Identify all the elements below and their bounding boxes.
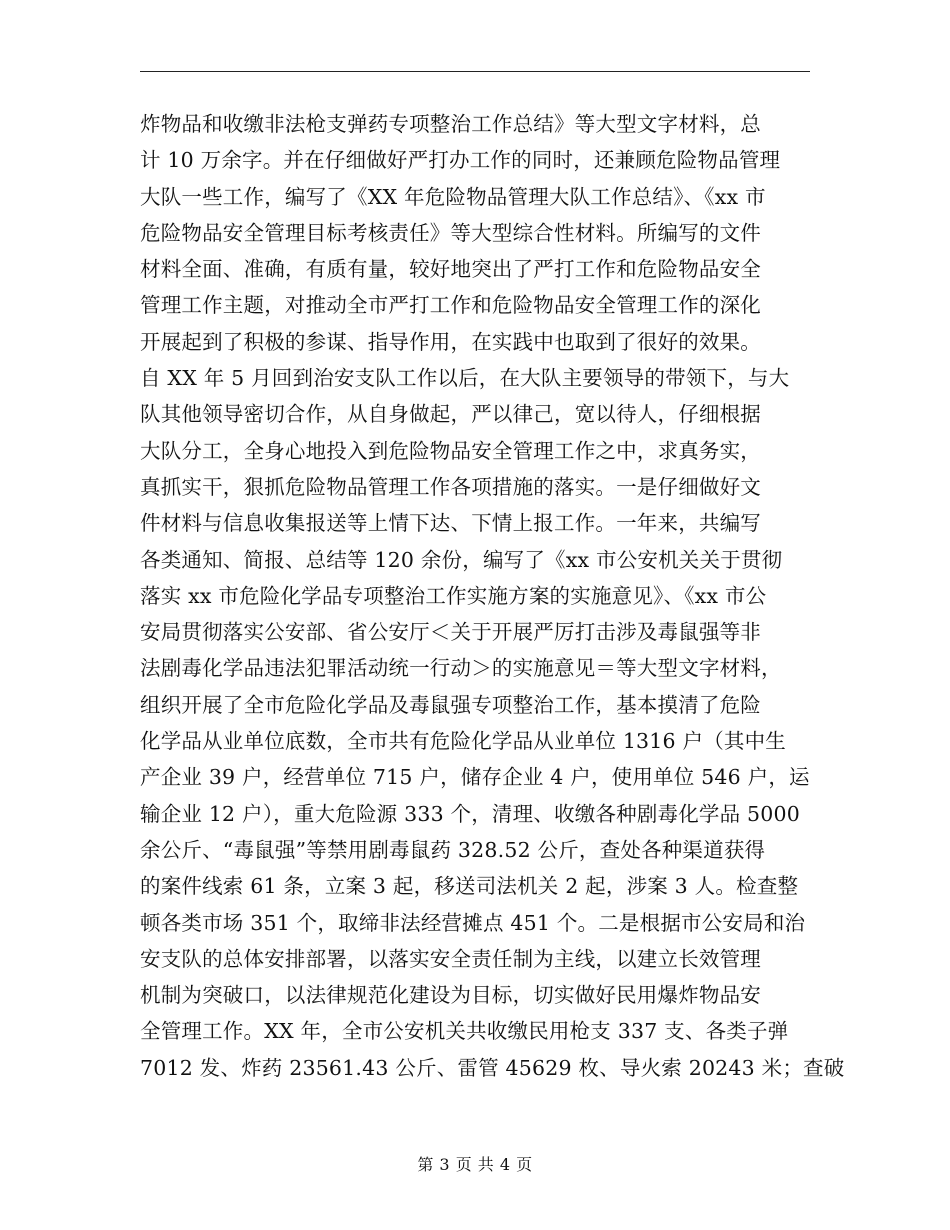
text-line: 产企业 39 户，经营单位 715 户，储存企业 4 户，使用单位 546 户，运 (140, 765, 810, 790)
text-line: 安局贯彻落实公安部、省公安厅＜关于开展严厉打击涉及毒鼠强等非 (140, 620, 761, 645)
text-line: 材料全面、准确，有质有量，较好地突出了严打工作和危险物品安全 (140, 257, 761, 282)
text-line: 安支队的总体安排部署，以落实安全责任制为主线，以建立长效管理 (140, 946, 761, 971)
text-line: 队其他领导密切合作，从自身做起，严以律己，宽以待人，仔细根据 (140, 402, 761, 427)
text-line: 大队一些工作，编写了《XX 年危险物品管理大队工作总结》、《xx 市 (140, 184, 766, 209)
text-line: 开展起到了积极的参谋、指导作用，在实践中也取到了很好的效果。 (140, 329, 761, 354)
header-rule (140, 71, 810, 72)
text-line: 余公斤、“毒鼠强”等禁用剧毒鼠药 328.52 公斤，查处各种渠道获得 (140, 837, 766, 862)
text-line: 全管理工作。XX 年，全市公安机关共收缴民用枪支 337 支、各类子弹 (140, 1019, 789, 1044)
text-line: 件材料与信息收集报送等上情下达、下情上报工作。一年来，共编写 (140, 511, 761, 536)
page-number-footer: 第 3 页 共 4 页 (417, 1155, 533, 1174)
text-line: 组织开展了全市危险化学品及毒鼠强专项整治工作，基本摸清了危险 (140, 692, 761, 717)
text-line: 顿各类市场 351 个，取缔非法经营摊点 451 个。二是根据市公安局和治 (140, 910, 806, 935)
text-line: 炸物品和收缴非法枪支弹药专项整治工作总结》等大型文字材料，总 (140, 112, 761, 136)
text-line: 计 10 万余字。并在仔细做好严打办工作的同时，还兼顾危险物品管理 (140, 148, 781, 173)
text-line: 化学品从业单位底数，全市共有危险化学品从业单位 1316 户（其中生 (140, 729, 787, 754)
text-line: 真抓实干，狠抓危险物品管理工作各项措施的落实。一是仔细做好文 (140, 474, 761, 499)
text-line: 大队分工，全身心地投入到危险物品安全管理工作之中，求真务实， (140, 438, 761, 463)
text-line: 法剧毒化学品违法犯罪活动统一行动＞的实施意见＝等大型文字材料， (140, 656, 782, 681)
text-line: 管理工作主题，对推动全市严打工作和危险物品安全管理工作的深化 (140, 293, 761, 318)
text-line: 的案件线索 61 条，立案 3 起，移送司法机关 2 起，涉案 3 人。检查整 (140, 874, 799, 899)
text-line: 机制为突破口，以法律规范化建设为目标，切实做好民用爆炸物品安 (140, 983, 761, 1008)
text-line: 各类通知、简报、总结等 120 余份，编写了《xx 市公安机关关于贯彻 (140, 547, 783, 572)
text-line: 自 XX 年 5 月回到治安支队工作以后，在大队主要领导的带领下，与大 (140, 366, 790, 391)
text-line: 7012 发、炸药 23561.43 公斤、雷管 45629 枚、导火索 20243 米；查破 (140, 1055, 845, 1080)
body-text (140, 106, 845, 1086)
text-line: 危险物品安全管理目标考核责任》等大型综合性材料。所编写的文件 (140, 220, 761, 245)
text-line: 落实 xx 市危险化学品专项整治工作实施方案的实施意见》、《xx 市公 (140, 583, 767, 608)
text-line: 输企业 12 户），重大危险源 333 个，清理、收缴各种剧毒化学品 5000 (140, 801, 801, 826)
